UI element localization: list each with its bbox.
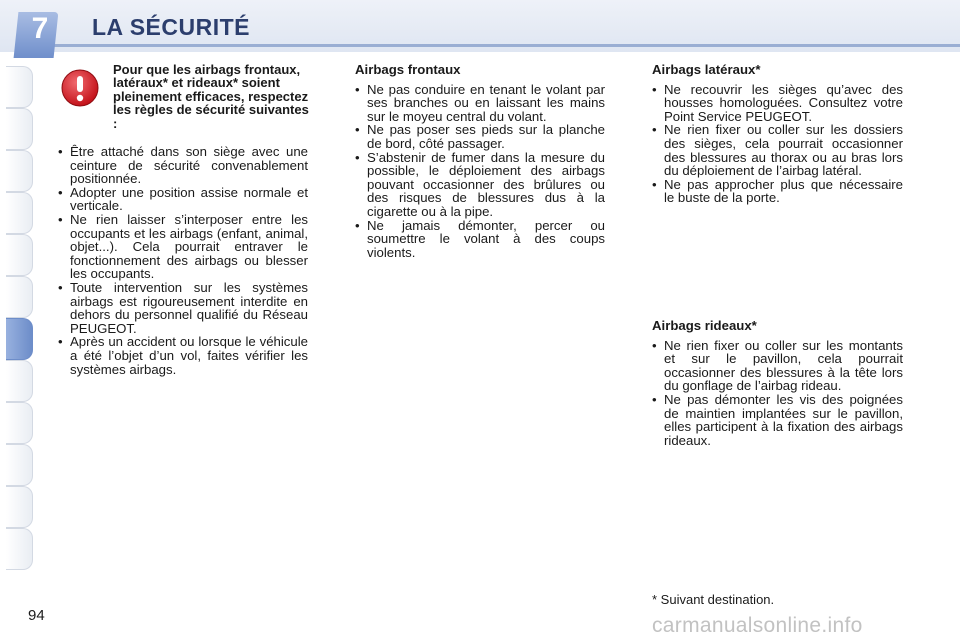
list-item: • Ne recouvrir les sièges qu’avec des housses homologuées. Consultez votre Point Service PEUGEOT. — [652, 83, 903, 124]
intro-heading: Pour que les airbags frontaux, latéraux* et rideaux* soient pleinement efficaces, respectez les règles de sécurité suivantes : — [113, 62, 309, 131]
lateral-airbags-column — [652, 63, 903, 205]
intro-list — [58, 145, 308, 376]
chapter-number: 7 — [31, 12, 49, 45]
side-tab-7-active[interactable] — [6, 318, 33, 360]
intro-column — [58, 145, 308, 376]
side-tab-1[interactable] — [6, 66, 33, 108]
footnote: * Suivant destination. — [652, 592, 775, 607]
list-item: • Ne rien laisser s’interposer entre les occupants et les airbags (enfant, animal, objet...). Cela pourrait entraver le fonctionnement des airbags ou blesser les occupants. — [58, 213, 308, 281]
list-item: • Toute intervention sur les systèmes airbags est rigoureusement interdite en dehors du personnel qualifié du Réseau PEUGEOT. — [58, 281, 308, 335]
frontal-airbags-list — [355, 83, 605, 260]
watermark: carmanualsonline.info — [652, 614, 863, 637]
list-item: • Adopter une position assise normale et verticale. — [58, 186, 308, 213]
page-number: 94 — [28, 607, 45, 624]
lateral-airbags-heading: Airbags latéraux* — [652, 62, 761, 77]
header-rule — [40, 44, 960, 47]
side-tab-4[interactable] — [6, 192, 33, 234]
lateral-airbags-list — [652, 83, 903, 205]
side-tab-12[interactable] — [6, 528, 33, 570]
side-tab-8[interactable] — [6, 360, 33, 402]
list-item: • Ne jamais démonter, percer ou soumettre le volant à des coups violents. — [355, 219, 605, 260]
curtain-airbags-heading: Airbags rideaux* — [652, 318, 757, 333]
side-tab-5[interactable] — [6, 234, 33, 276]
page-title: LA SÉCURITÉ — [92, 14, 250, 40]
list-item: • Ne rien fixer ou coller sur les montants et sur le pavillon, cela pourrait occasionner des blessures à la tête lors du gonflage de l’airbag rideau. — [652, 339, 903, 393]
list-item: • Ne pas poser ses pieds sur la planche de bord, côté passager. — [355, 123, 605, 150]
side-tab-10[interactable] — [6, 444, 33, 486]
side-tab-9[interactable] — [6, 402, 33, 444]
side-tab-6[interactable] — [6, 276, 33, 318]
side-tab-11[interactable] — [6, 486, 33, 528]
list-item: • Être attaché dans son siège avec une ceinture de sécurité convenablement positionnée. — [58, 145, 308, 186]
side-tab-2[interactable] — [6, 108, 33, 150]
list-item: • Ne pas conduire en tenant le volant par ses branches ou en laissant les mains sur le moyeu central du volant. — [355, 83, 605, 124]
chapter-side-tabs — [0, 66, 34, 576]
exclamation-warning-icon — [60, 68, 100, 108]
curtain-airbags-column — [652, 319, 903, 447]
curtain-airbags-list — [652, 339, 903, 448]
list-item: • S’abstenir de fumer dans la mesure du possible, le déploiement des airbags pouvant occasionner des brûlures ou des risques de blessures dus à la cigarette ou à la pipe. — [355, 151, 605, 219]
side-tab-3[interactable] — [6, 150, 33, 192]
frontal-airbags-heading: Airbags frontaux — [355, 62, 461, 77]
list-item: • Ne pas démonter les vis des poignées de maintien implantées sur le pavillon, elles participent à la fixation des airbags rideaux. — [652, 393, 903, 447]
list-item: • Ne rien fixer ou coller sur les dossiers des sièges, cela pourrait occasionner des blessures au thorax ou au bras lors du déploiement de l’airbag latéral. — [652, 123, 903, 177]
list-item: • Après un accident ou lorsque le véhicule a été l’objet d’un vol, faites vérifier les systèmes airbags. — [58, 335, 308, 376]
list-item: • Ne pas approcher plus que nécessaire le buste de la porte. — [652, 178, 903, 205]
frontal-airbags-column — [355, 63, 605, 259]
